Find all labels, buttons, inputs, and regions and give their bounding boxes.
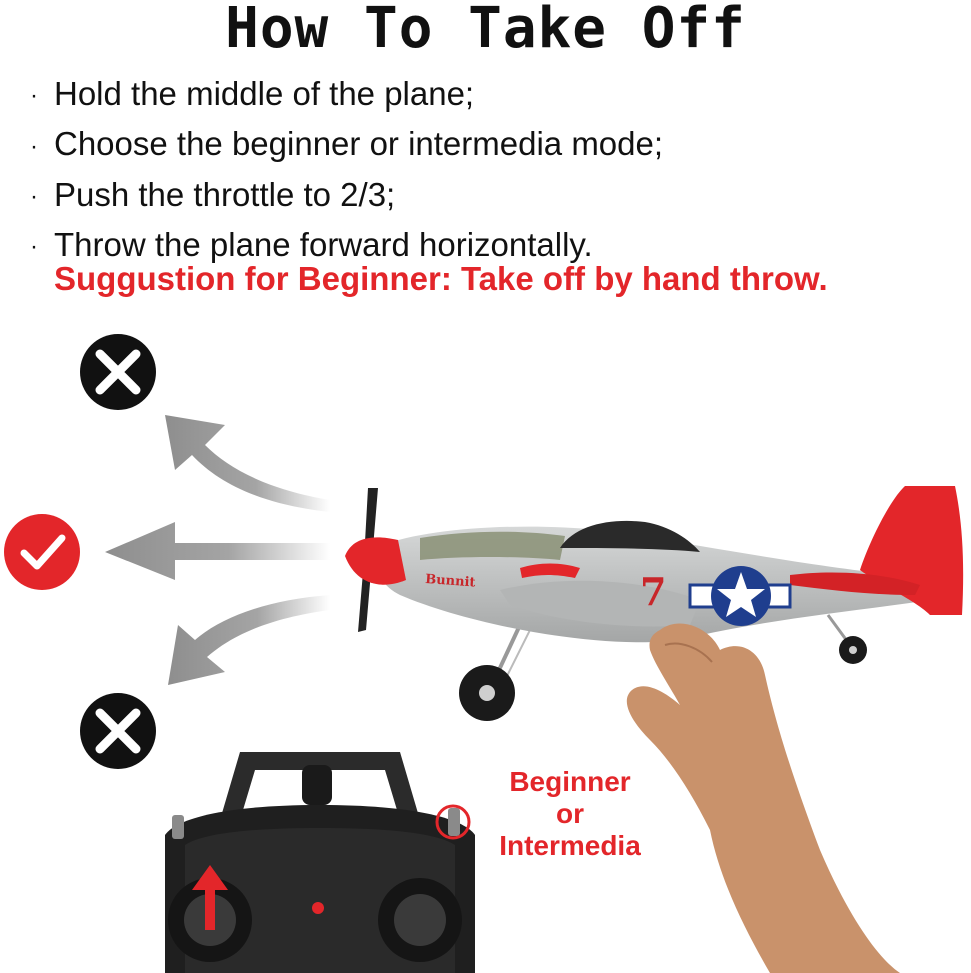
step-item: · Choose the beginner or intermedia mode; [30,120,663,170]
bullet-dot: · [30,82,38,110]
step-item: · Push the throttle to 2/3; [30,171,663,221]
hand [627,624,900,973]
beginner-suggestion: Suggustion for Beginner: Take off by hand throw. [54,260,828,297]
step-item: · Throw the plane forward horizontally. [30,221,663,271]
bullet-dot: · [30,233,38,261]
correct-icon [4,514,80,590]
bullet-dot: · [30,182,38,210]
arrow-down-wrong [168,595,330,685]
wrong-icon [80,334,156,410]
transmitter [165,752,475,973]
mode-label: Beginner or Intermedia [499,766,641,861]
airplane [345,486,963,721]
arrow-up-wrong [165,415,330,512]
plane-name-text: Bunnit [424,572,476,591]
arrow-straight-correct [105,522,330,580]
wrong-icon [80,693,156,769]
plane-number: 7 [640,569,667,614]
bullet-dot: · [30,132,38,160]
page-title: How To Take Off [225,0,746,61]
step-item: · Hold the middle of the plane; [30,70,663,120]
